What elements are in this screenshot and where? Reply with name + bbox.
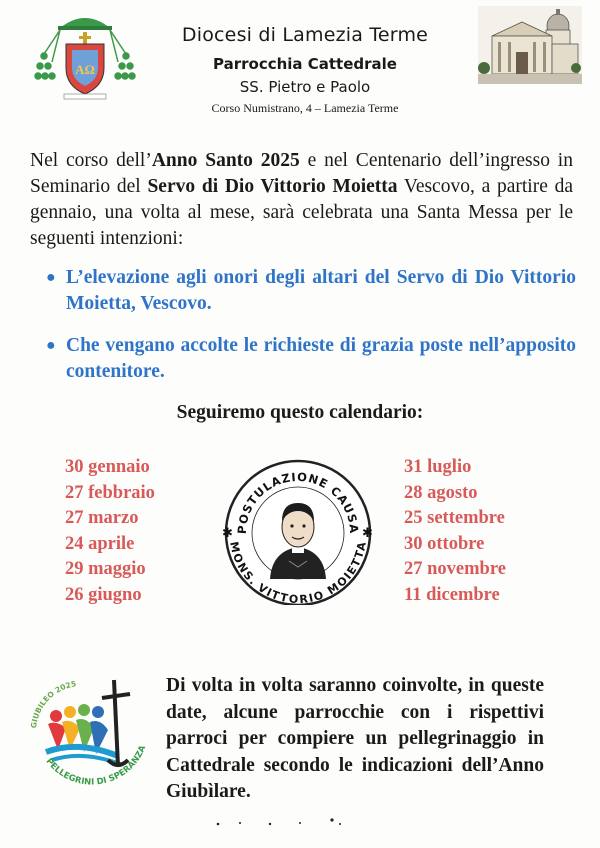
intro-text-3: Vescovo, a partire da gennaio, una volta al mese, sarà celebrata una Santa Messa per le seguenti intenzioni: bbox=[30, 176, 573, 249]
date-item: 30 ottobre bbox=[404, 533, 485, 554]
dates-column-left bbox=[65, 455, 155, 608]
intro-highlight-servant-of-god: Servo di Dio Vittorio Moietta bbox=[147, 176, 398, 197]
cathedral-drawing-icon bbox=[478, 6, 582, 84]
diocese-coat-of-arms-icon bbox=[30, 6, 140, 106]
date-item: 30 gennaio bbox=[65, 457, 150, 477]
date-item: 28 agosto bbox=[404, 482, 478, 503]
date-item: 27 febbraio bbox=[65, 482, 155, 503]
date-item: 24 aprile bbox=[65, 533, 135, 554]
diocese-name: Diocesi di Lamezia Terme bbox=[181, 24, 429, 46]
date-item: 11 dicembre bbox=[404, 584, 500, 605]
intro-highlight-holy-year: Anno Santo 2025 bbox=[151, 150, 300, 171]
seal-top-text: POSTULAZIONE CAUSA bbox=[234, 469, 362, 535]
star-icon: ✱ bbox=[362, 525, 373, 540]
parish-address: Corso Numistrano, 4 – Lamezia Terme bbox=[211, 101, 399, 115]
date-item: 26 giugno bbox=[65, 584, 142, 605]
intro-text-2: e nel Centenario dell’ingresso in Seminario del bbox=[30, 150, 573, 197]
closing-paragraph: Di volta in volta saranno coinvolte, in queste date, alcune parrocchie con i rispettivi parroci per compiere un pellegrinaggio in Cattedrale secondo le indicazioni dell’Anno Giubìlare. bbox=[166, 675, 544, 802]
date-item: 27 novembre bbox=[404, 559, 506, 579]
intention-item bbox=[46, 265, 576, 317]
bullet-icon: ● bbox=[46, 269, 56, 286]
date-item: 29 maggio bbox=[65, 559, 146, 579]
jubilee-top-text: GIUBILEO 2025 bbox=[29, 679, 77, 729]
parish-saints: SS. Pietro e Paolo bbox=[239, 78, 371, 96]
jubilee-2025-logo bbox=[18, 670, 158, 790]
parish-name: Parrocchia Cattedrale bbox=[213, 55, 397, 73]
decorative-dots bbox=[210, 812, 370, 832]
star-icon: ✱ bbox=[222, 525, 233, 540]
intention-text: L’elevazione agli onori degli altari del Servo di Dio Vittorio Moietta, Vescovo. bbox=[66, 267, 576, 314]
pilgrims-figures-icon bbox=[46, 704, 120, 764]
date-item: 31 luglio bbox=[404, 457, 472, 477]
date-item: 27 marzo bbox=[65, 508, 139, 528]
jubilee-bottom-text: PELLEGRINI DI SPERANZA bbox=[43, 744, 149, 788]
intention-text: Che vengano accolte le richieste di grazia poste nell’apposito contenitore. bbox=[66, 335, 576, 382]
date-item: 25 settembre bbox=[404, 508, 505, 528]
intro-paragraph bbox=[30, 148, 573, 252]
intro-text-1: Nel corso dell’ bbox=[30, 150, 152, 171]
seal-bottom-text: MONS. VITTORIO MOIETTA bbox=[227, 540, 369, 605]
intention-item bbox=[46, 333, 576, 385]
postulation-seal bbox=[216, 455, 380, 605]
dates-column-right bbox=[404, 455, 506, 608]
calendar-title: Seguiremo questo calendario: bbox=[176, 402, 424, 423]
svg-text:AΩ: AΩ bbox=[75, 62, 95, 77]
bullet-icon: ● bbox=[46, 337, 56, 354]
